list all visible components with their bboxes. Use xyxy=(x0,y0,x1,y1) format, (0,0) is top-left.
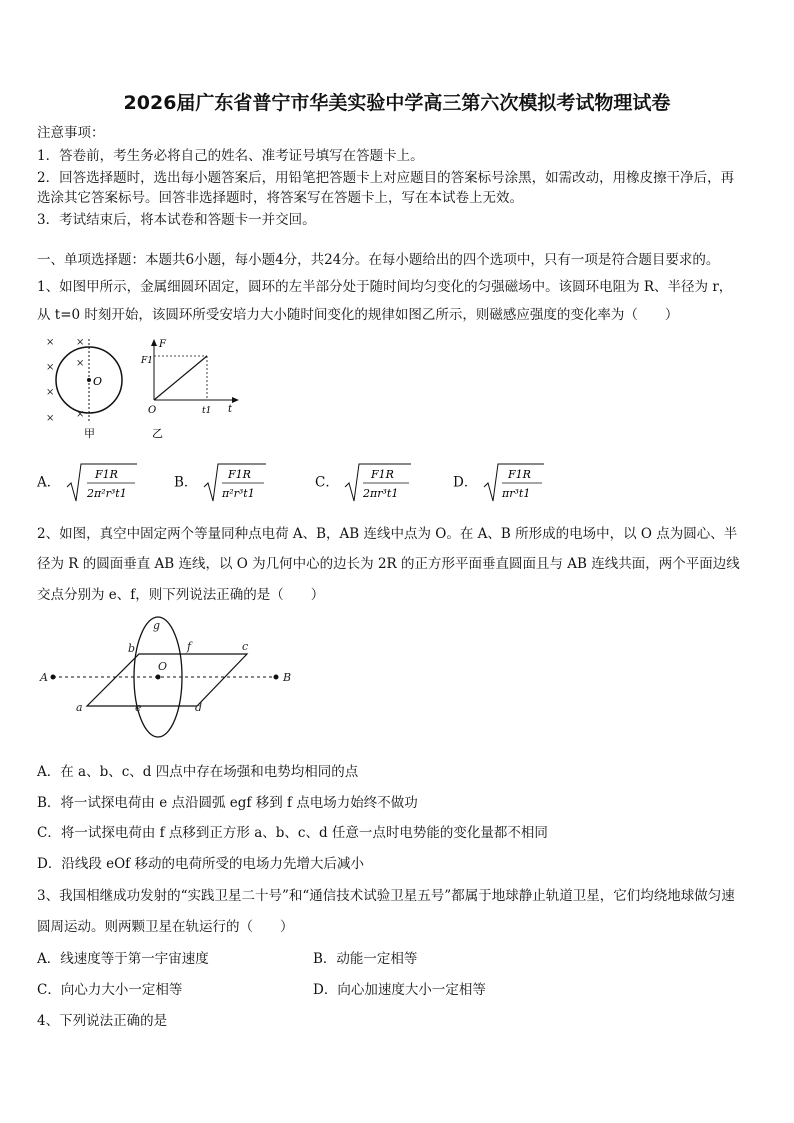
svg-text:2πr³t1: 2πr³t1 xyxy=(363,487,399,500)
label-g: g xyxy=(153,619,161,632)
q1-option-b[interactable]: B． F1R π²r³t1 xyxy=(174,461,268,505)
q1-text-line1: 1、如图甲所示，金属细圆环固定，圆环的左半部分处于随时间均匀变化的匀强磁场中。该圆环电阻为 R、半径为 r， xyxy=(37,279,733,295)
cross-mark: × xyxy=(46,362,55,373)
ring-center-label: O xyxy=(93,375,103,388)
q1-option-c[interactable]: C． F1R 2πr³t1 xyxy=(315,461,413,505)
notice-item-1: 1．答卷前，考生务必将自己的姓名、准考证号填写在答题卡上。 xyxy=(37,148,424,164)
q2-text-line3: 交点分别为 e、f，则下列说法正确的是（ ） xyxy=(37,587,325,603)
label-O: O xyxy=(158,660,168,673)
cross-mark: × xyxy=(46,413,55,424)
t1-label: t1 xyxy=(202,406,212,416)
q2-option-c[interactable]: C．将一试探电荷由 f 点移到正方形 a、b、c、d 任意一点时电势能的变化量都不相同 xyxy=(37,825,548,841)
cross-mark: × xyxy=(76,337,85,348)
q1-figure-yi xyxy=(140,336,250,444)
label-A: A xyxy=(40,671,48,684)
q1-formula-d xyxy=(482,461,546,505)
q4-text-line1: 4、下列说法正确的是 xyxy=(37,1013,168,1029)
axis-t-label: t xyxy=(228,404,233,415)
label-f: f xyxy=(187,640,192,653)
cross-mark: × xyxy=(76,409,85,420)
cross-mark: × xyxy=(46,337,55,348)
q1-option-a[interactable]: A． F1R 2π²r³t1 xyxy=(37,461,139,505)
svg-text:2π²r³t1: 2π²r³t1 xyxy=(86,487,127,500)
q3-option-d[interactable]: D．向心加速度大小一定相等 xyxy=(313,982,486,998)
q1-formula-b xyxy=(202,461,268,505)
svg-text:F1R: F1R xyxy=(94,468,118,481)
label-a: a xyxy=(76,701,83,714)
label-d: d xyxy=(195,701,203,714)
notice-item-2: 2．回答选择题时，选出每小题答案后，用铅笔把答题卡上对应题目的答案标号涂黑，如需改动，用橡皮擦干净后，再 xyxy=(37,170,735,186)
q2-option-b[interactable]: B．将一试探电荷由 e 点沿圆弧 egf 移到 f 点电场力始终不做功 xyxy=(37,795,418,811)
force-line xyxy=(154,356,207,400)
q2-figure xyxy=(36,612,306,752)
q3-option-a[interactable]: A．线速度等于第一宇宙速度 xyxy=(37,951,209,967)
q3-text-line2: 圆周运动。则两颗卫星在轨运行的（ ） xyxy=(37,919,294,935)
q1-formula-a xyxy=(65,461,139,505)
q1-option-d[interactable]: D． F1R πr³t1 xyxy=(453,461,546,505)
q2-text-line2: 径为 R 的圆面垂直 AB 连线，以 O 为几何中心的边长为 2R 的正方形平面垂直圆面且与 AB 连线共面，两个平面边线 xyxy=(37,556,740,572)
page-title: 2026届广东省普宁市华美实验中学高三第六次模拟考试物理试卷 xyxy=(123,92,671,114)
q3-text-line1: 3、我国相继成功发射的“实践卫星二十号”和“通信技术试验卫星五号”都属于地球静止轨道卫星，它们均绕地球做匀速 xyxy=(37,888,735,904)
q3-option-c[interactable]: C．向心力大小一定相等 xyxy=(37,982,183,998)
q2-option-a[interactable]: A．在 a、b、c、d 四点中存在场强和电势均相同的点 xyxy=(37,764,359,780)
q1-figure-jia xyxy=(36,333,136,443)
q2-option-d[interactable]: D．沿线段 eOf 移动的电荷所受的电场力先增大后减小 xyxy=(37,856,364,872)
cross-mark: × xyxy=(76,358,85,369)
label-e: e xyxy=(135,701,142,714)
notice-item-3: 3．考试结束后，将本试卷和答题卡一并交回。 xyxy=(37,212,316,228)
q3-option-b[interactable]: B．动能一定相等 xyxy=(313,951,418,967)
fig-yi-caption: 乙 xyxy=(152,427,163,440)
notice-item-2-cont: 选涂其它答案标号。回答非选择题时，将答案写在答题卡上，写在本试卷上无效。 xyxy=(37,190,523,206)
q1-formula-c xyxy=(343,461,413,505)
q2-text-line1: 2、如图，真空中固定两个等量同种点电荷 A、B，AB 连线中点为 O。在 A、B 所形成的电场中，以 O 点为圆心、半 xyxy=(37,526,738,542)
axis-F-label: F xyxy=(159,339,166,350)
svg-text:F1R: F1R xyxy=(371,468,395,481)
label-b: b xyxy=(128,642,136,655)
svg-text:F1R: F1R xyxy=(507,468,531,481)
svg-text:π²r³t1: π²r³t1 xyxy=(221,487,255,500)
q1-text-line2: 从 t=0 时刻开始，该圆环所受安培力大小随时间变化的规律如图乙所示，则磁感应强度的变化率为（ ） xyxy=(37,307,679,323)
origin-label: O xyxy=(148,405,157,416)
svg-text:F1R: F1R xyxy=(227,468,251,481)
cross-mark: × xyxy=(46,387,55,398)
section-heading: 一、单项选择题：本题共6小题，每小题4分，共24分。在每小题给出的四个选项中，只有一项是符合题目要求的。 xyxy=(37,252,720,268)
label-B: B xyxy=(283,671,292,684)
fig-jia-caption: 甲 xyxy=(84,427,95,440)
svg-text:πr³t1: πr³t1 xyxy=(501,487,530,500)
F1-label: F1 xyxy=(141,356,153,366)
label-c: c xyxy=(242,640,249,653)
notice-heading: 注意事项： xyxy=(37,125,105,141)
